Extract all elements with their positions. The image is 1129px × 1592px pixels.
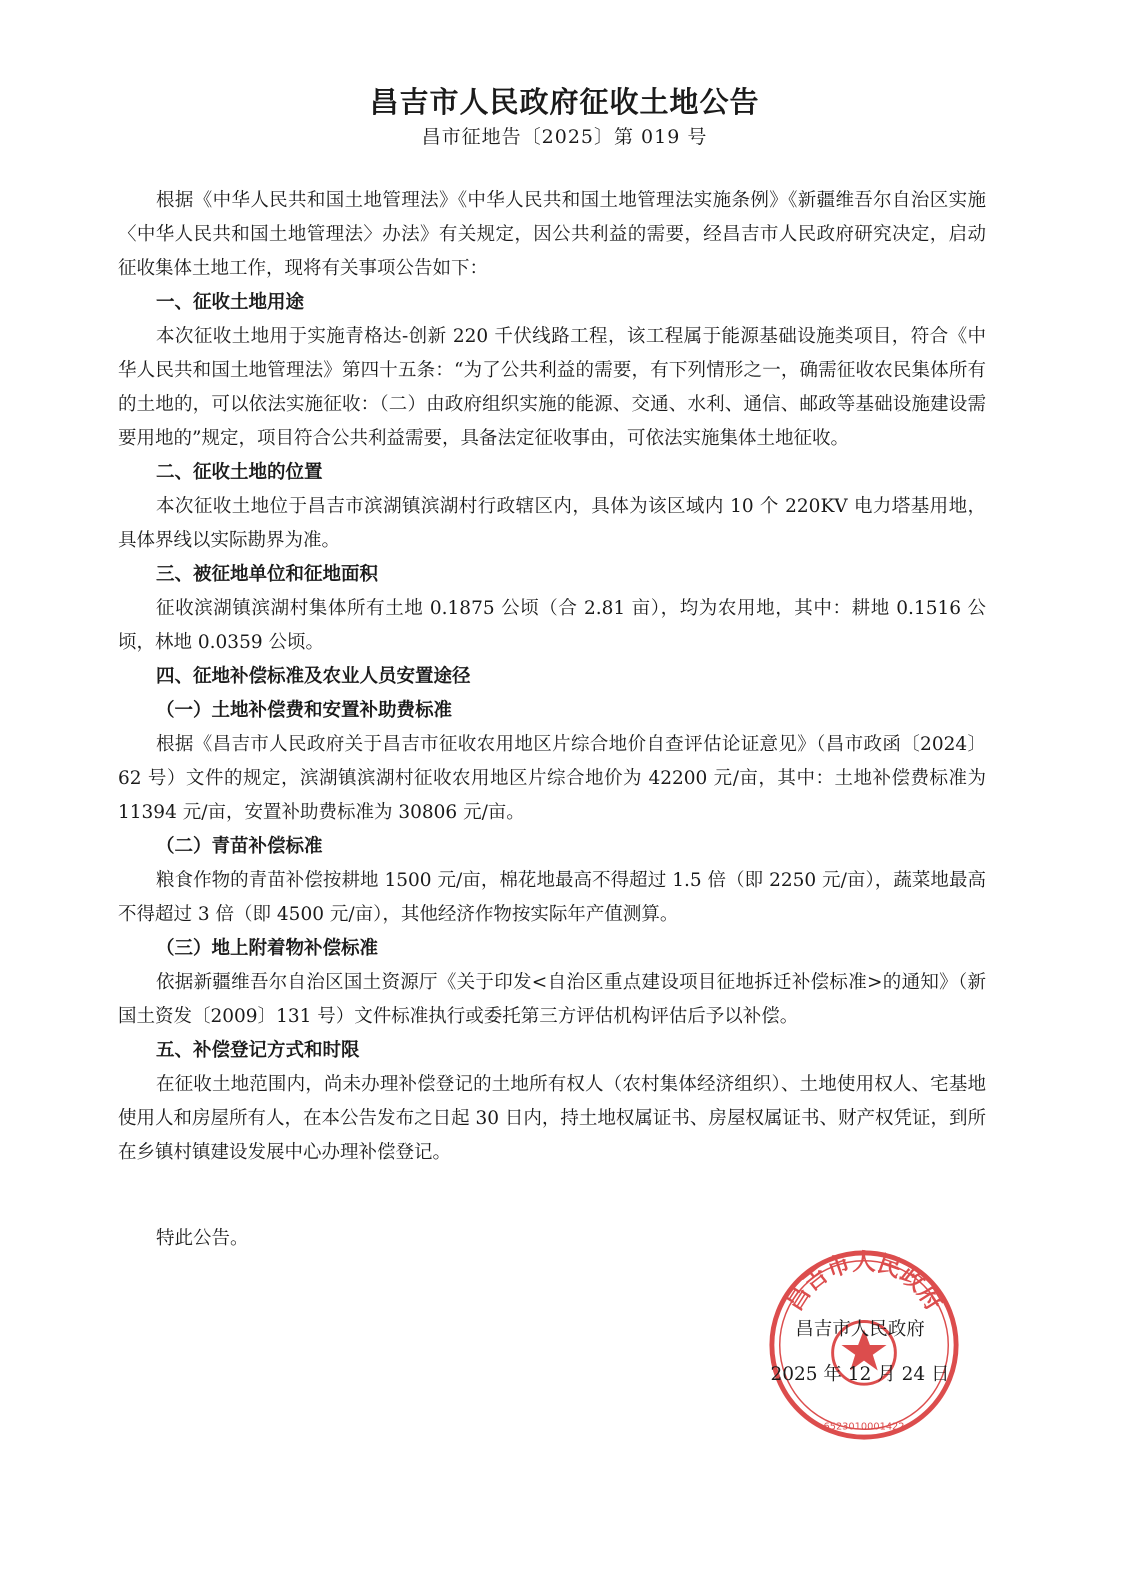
section-4-2-heading: （二）青苗补偿标准 [156,836,323,857]
section-1-heading: 一、征收土地用途 [156,292,305,313]
section-4-3-heading: （三）地上附着物补偿标准 [156,938,379,959]
closing-statement: 特此公告。 [156,1228,249,1249]
signature-block [755,1307,965,1397]
section-5-heading: 五、补偿登记方式和时限 [156,1040,360,1061]
section-3-text: 征收滨湖镇滨湖村集体所有土地 0.1875 公顷（合 2.81 亩），均为农用地，其中：耕地 0.1516 公顷，林地 0.0359 公顷。 [118,598,986,653]
section-4-1-heading: （一）土地补偿费和安置补助费标准 [156,700,453,721]
seal-text: 昌吉市人民政府 [779,1247,949,1316]
section-2-heading: 二、征收土地的位置 [156,462,323,483]
page-title: 昌吉市人民政府征收土地公告 [369,85,760,119]
section-1-text: 本次征收土地用于实施青格达-创新 220 千伏线路工程，该工程属于能源基础设施类项目，符合《中华人民共和国土地管理法》第四十五条：“为了公共利益的需要，有下列情形之一，确需征收农民集体所有的土地的，可以依法实施征收：（二）由政府组织实施的能源、交通、水利、通信、邮政等基础设施建设需要用地的”规定，项目符合公共利益需要，具备法定征收事由，可依法实施集体土地征收。 [118,326,986,449]
issuer-name: 昌吉市人民政府 [795,1319,925,1340]
seal-number: 6523010001422 [823,1421,905,1433]
document-number: 昌市征地告〔2025〕第 019 号 [421,126,708,148]
section-3-heading: 三、被征地单位和征地面积 [156,564,379,585]
section-4-2-text: 粮食作物的青苗补偿按耕地 1500 元/亩，棉花地最高不得超过 1.5 倍（即 2250 元/亩），蔬菜地最高不得超过 3 倍（即 4500 元/亩），其他经济作物按实际年产值测算。 [118,870,986,925]
document-body [118,184,986,1170]
section-5-text: 在征收土地范围内，尚未办理补偿登记的土地所有权人（农村集体经济组织）、土地使用权人、宅基地使用人和房屋所有人，在本公告发布之日起 30 日内，持土地权属证书、房屋权属证书、财产权凭证，到所在乡镇村镇建设发展中心办理补偿登记。 [118,1074,986,1163]
section-4-1-text: 根据《昌吉市人民政府关于昌吉市征收农用地区片综合地价自查评估论证意见》（昌市政函〔2024〕62 号）文件的规定，滨湖镇滨湖村征收农用地区片综合地价为 42200 元/亩，其中：土地补偿费标准为 11394 元/亩，安置补助费标准为 30806 元/亩。 [118,734,986,823]
section-2-text: 本次征收土地位于昌吉市滨湖镇滨湖村行政辖区内，具体为该区域内 10 个 220KV 电力塔基用地，具体界线以实际勘界为准。 [118,496,986,551]
svg-text:昌吉市人民政府 [780,1248,949,1316]
section-4-heading: 四、征地补偿标准及农业人员安置途径 [156,666,471,687]
section-4-3-text: 依据新疆维吾尔自治区国土资源厅《关于印发<自治区重点建设项目征地拆迁补偿标准>的通知》（新国土资发〔2009〕131 号）文件标准执行或委托第三方评估机构评估后予以补偿。 [118,972,986,1027]
issue-date: 2025 年 12 月 24 日 [770,1364,950,1385]
intro-paragraph: 根据《中华人民共和国土地管理法》《中华人民共和国土地管理法实施条例》《新疆维吾尔自治区实施〈中华人民共和国土地管理法〉办法》有关规定，因公共利益的需要，经昌吉市人民政府研究决定，启动征收集体土地工作，现将有关事项公告如下： [118,190,986,279]
